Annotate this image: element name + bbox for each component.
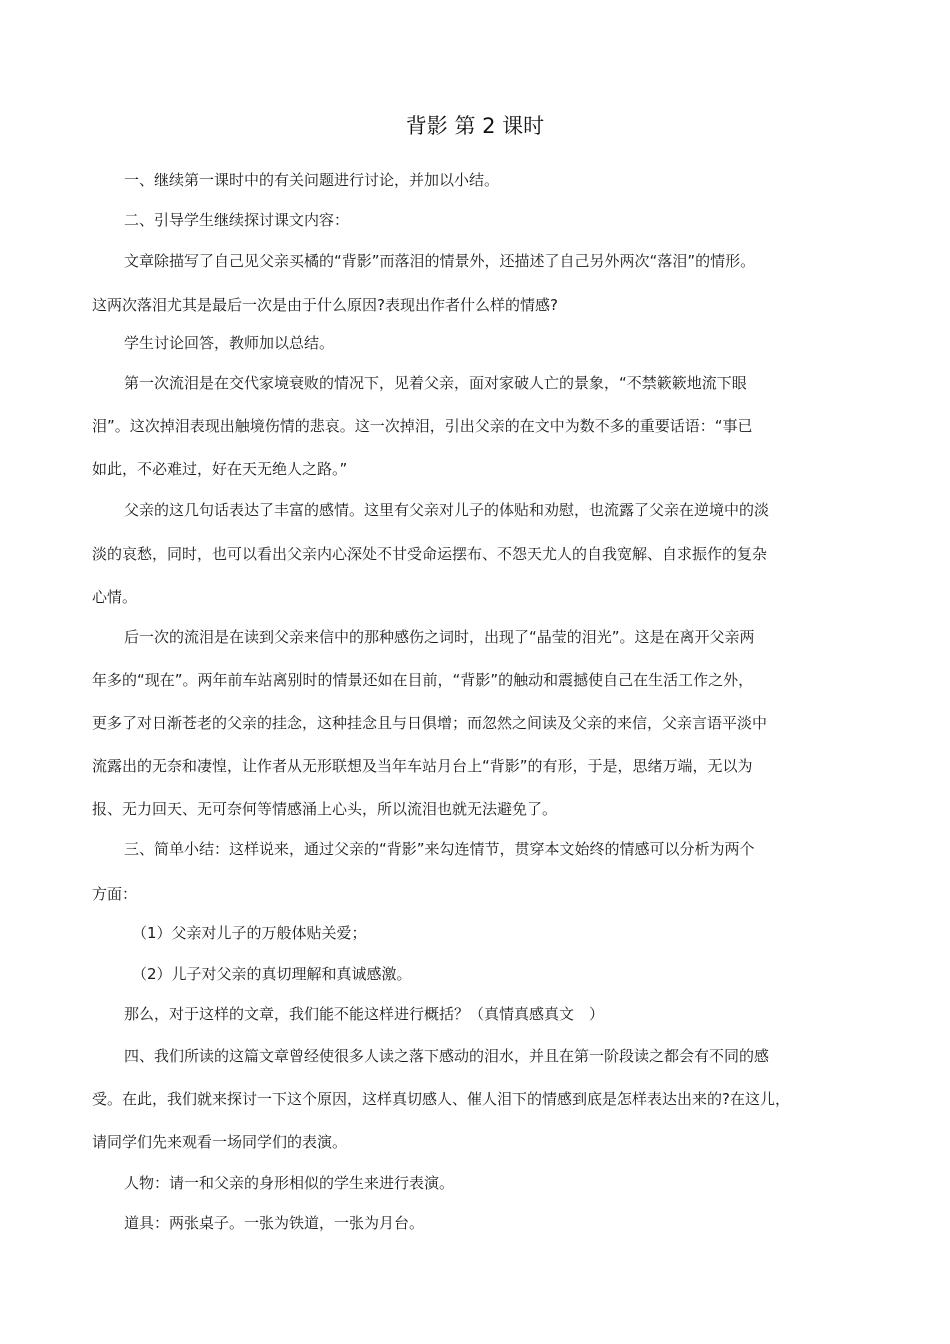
paragraph-line: 年多的“现在”。两年前车站离别时的情景还如在目前，“背影”的触动和震撼使自己在生活工作之外， — [92, 671, 754, 689]
paragraph-line: 三、简单小结：这样说来，通过父亲的“背影”来勾连情节，贯穿本文始终的情感可以分析为两个 — [124, 840, 755, 858]
paragraph-line: 父亲的这几句话表达了丰富的感情。这里有父亲对儿子的体贴和劝慰，也流露了父亲在逆境中的淡 — [124, 501, 770, 519]
paragraph-line: 四、我们所读的这篇文章曾经使很多人读之落下感动的泪水，并且在第一阶段读之都会有不同的感 — [124, 1047, 770, 1065]
document-title: 背影 第 2 课时 — [405, 114, 545, 138]
paragraph-line: 一、继续第一课时中的有关问题进行讨论，并加以小结。 — [124, 171, 500, 189]
paragraph-line: 第一次流泪是在交代家境衰败的情况下，见着父亲，面对家破人亡的景象，“不禁簌簌地流下眼 — [124, 374, 747, 392]
paragraph-line: 后一次的流泪是在读到父亲来信中的那种感伤之词时，出现了“晶莹的泪光”。这是在离开父亲两 — [124, 628, 755, 646]
list-item: （1）父亲对儿子的万般体贴关爱； — [132, 924, 367, 942]
paragraph-line: 泪”。这次掉泪表现出触境伤情的悲哀。这一次掉泪，引出父亲的在文中为数不多的重要话语：“事已 — [92, 417, 753, 435]
paragraph-line: 方面： — [92, 885, 138, 903]
paragraph-line: 道具：两张桌子。一张为铁道，一张为月台。 — [124, 1214, 425, 1232]
paragraph-line: 二、引导学生继续探讨课文内容： — [124, 211, 350, 229]
paragraph-line: 那么，对于这样的文章，我们能不能这样进行概括？（真情真感真文 ） — [124, 1005, 605, 1023]
paragraph-line: 学生讨论回答，教师加以总结。 — [124, 334, 335, 352]
paragraph-line: 流露出的无奈和凄惶，让作者从无形联想及当年车站月台上“背影”的有形，于是，思绪万端，无以为 — [92, 757, 753, 775]
list-item: （2）儿子对父亲的真切理解和真诚感激。 — [132, 965, 412, 983]
paragraph-line: 请同学们先来观看一场同学们的表演。 — [92, 1133, 348, 1151]
paragraph-line: 受。在此，我们就来探讨一下这个原因，这样真切感人、催人泪下的情感到底是怎样表达出来的?在这儿， — [92, 1090, 790, 1108]
paragraph-line: 淡的哀愁，同时，也可以看出父亲内心深处不甘受命运摆布、不怨天尤人的自我宽解、自求振作的复杂 — [92, 545, 768, 563]
paragraph-line: 人物：请一和父亲的身形相似的学生来进行表演。 — [124, 1174, 455, 1192]
paragraph-line: 这两次落泪尤其是最后一次是由于什么原因?表现出作者什么样的情感? — [92, 296, 558, 314]
paragraph-line: 文章除描写了自己见父亲买橘的“背影”而落泪的情景外，还描述了自己另外两次“落泪”的情形。 — [124, 252, 756, 270]
paragraph-line: 心情。 — [92, 588, 138, 606]
paragraph-line: 更多了对日渐苍老的父亲的挂念，这种挂念且与日俱增；而忽然之间读及父亲的来信，父亲言语平淡中 — [92, 714, 768, 732]
paragraph-line: 报、无力回天、无可奈何等情感涌上心头，所以流泪也就无法避免了。 — [92, 800, 558, 818]
paragraph-line: 如此，不必难过，好在天无绝人之路。” — [92, 460, 348, 478]
